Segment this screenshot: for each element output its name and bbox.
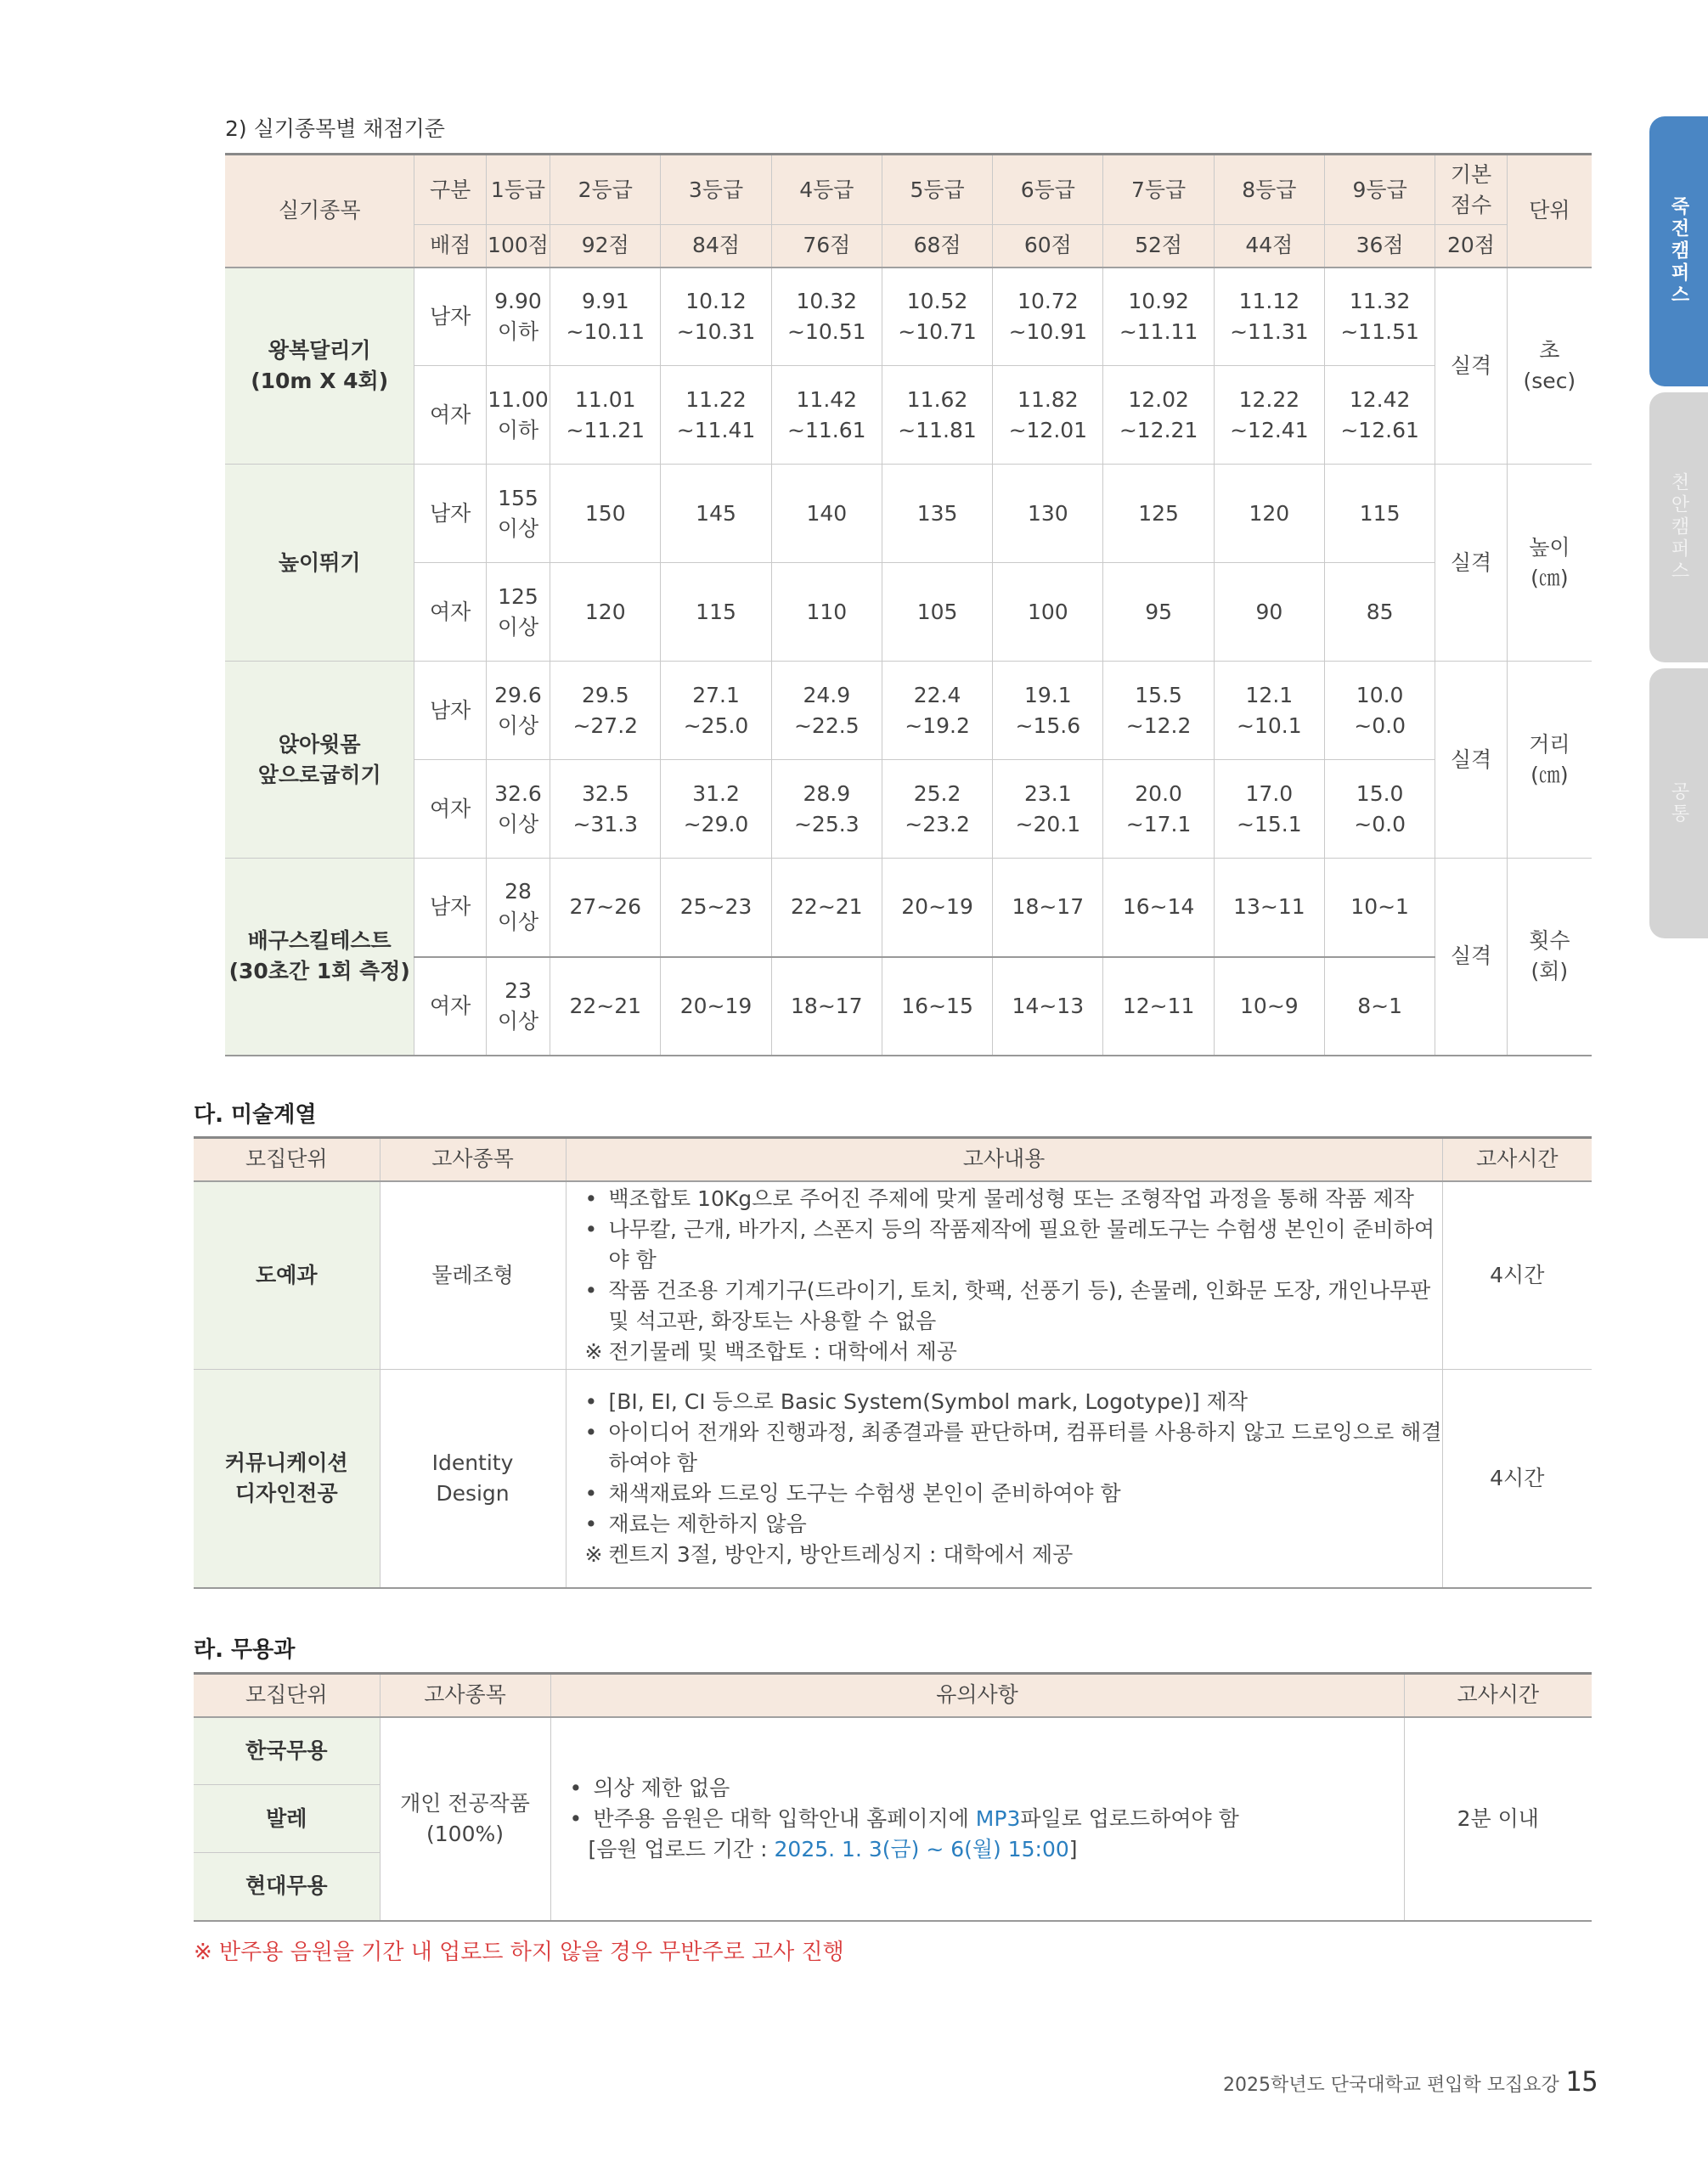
note-text: 파일로 업로드하여야 함 bbox=[1020, 1805, 1239, 1831]
dance-header-subject: 고사종목 bbox=[380, 1674, 550, 1717]
header-score-label: 배점 bbox=[414, 225, 486, 268]
header-grade: 7등급 bbox=[1103, 155, 1214, 225]
event-name: 왕복달리기 (10m X 4회) bbox=[225, 268, 414, 465]
gender-cell: 남자 bbox=[414, 662, 486, 760]
grade-value: 130 bbox=[993, 465, 1103, 563]
grade-value: 29.5 ~27.2 bbox=[550, 662, 661, 760]
header-event: 실기종목 bbox=[225, 155, 414, 268]
grade-value: 15.0 ~0.0 bbox=[1325, 760, 1435, 859]
header-base-points: 20점 bbox=[1435, 225, 1507, 268]
fail-cell: 실격 bbox=[1435, 268, 1507, 465]
grade-value: 105 bbox=[882, 563, 992, 662]
art-header-time: 고사시간 bbox=[1442, 1138, 1592, 1181]
practical-scoring-table bbox=[225, 153, 1592, 1056]
grade-value: 155 이상 bbox=[486, 465, 550, 563]
grade-value: 20~19 bbox=[661, 957, 771, 1056]
page-number: 15 bbox=[1565, 2065, 1598, 2098]
art-content-item: • 백조합토 10Kg으로 주어진 주제에 맞게 물레성형 또는 조형작업 과정을 통해 작품 제작 bbox=[585, 1184, 1442, 1214]
dance-unit-korean: 한국무용 bbox=[194, 1717, 380, 1785]
grade-value: 28.9 ~25.3 bbox=[771, 760, 882, 859]
header-grade: 5등급 bbox=[882, 155, 992, 225]
note-text: ] bbox=[1068, 1836, 1078, 1861]
dance-unit-modern: 현대무용 bbox=[194, 1853, 380, 1921]
grade-value: 11.62 ~11.81 bbox=[882, 366, 992, 465]
grade-value: 28 이상 bbox=[486, 859, 550, 957]
header-grade: 6등급 bbox=[993, 155, 1103, 225]
practical-subtitle: 2) 실기종목별 채점기준 bbox=[225, 116, 445, 141]
grade-value: 27~26 bbox=[550, 859, 661, 957]
grade-value: 10~9 bbox=[1214, 957, 1324, 1056]
grade-value: 9.91 ~10.11 bbox=[550, 268, 661, 366]
grade-value: 11.42 ~11.61 bbox=[771, 366, 882, 465]
grade-value: 32.5 ~31.3 bbox=[550, 760, 661, 859]
header-score: 76점 bbox=[771, 225, 882, 268]
grade-value: 29.6 이상 bbox=[486, 662, 550, 760]
tab-jukjeon-campus[interactable] bbox=[1649, 116, 1708, 386]
tab-label: 죽전캠퍼스 bbox=[1668, 196, 1689, 307]
grade-value: 12.42 ~12.61 bbox=[1325, 366, 1435, 465]
art-content-item: • 재료는 제한하지 않음 bbox=[585, 1509, 1442, 1540]
note-highlight: MP3 bbox=[975, 1805, 1021, 1831]
header-grade: 3등급 bbox=[661, 155, 771, 225]
grade-value: 18~17 bbox=[993, 859, 1103, 957]
note-mark: ※ bbox=[584, 1338, 603, 1364]
grade-value: 11.12 ~11.31 bbox=[1214, 268, 1324, 366]
art-time: 4시간 bbox=[1442, 1181, 1592, 1370]
grade-value: 8~1 bbox=[1325, 957, 1435, 1056]
art-unit-communication-design: 커뮤니케이션 디자인전공 bbox=[194, 1370, 380, 1588]
dance-warning: ※ 반주용 음원을 기간 내 업로드 하지 않을 경우 무반주로 고사 진행 bbox=[194, 1940, 844, 1965]
unit-cell: 거리 (㎝) bbox=[1507, 662, 1592, 859]
header-grade: 8등급 bbox=[1214, 155, 1324, 225]
gender-cell: 여자 bbox=[414, 957, 486, 1056]
grade-value: 120 bbox=[550, 563, 661, 662]
art-time: 4시간 bbox=[1442, 1370, 1592, 1588]
header-grade: 2등급 bbox=[550, 155, 661, 225]
grade-value: 23.1 ~20.1 bbox=[993, 760, 1103, 859]
grade-value: 16~15 bbox=[882, 957, 992, 1056]
grade-value: 115 bbox=[1325, 465, 1435, 563]
grade-value: 12~11 bbox=[1103, 957, 1214, 1056]
grade-value: 150 bbox=[550, 465, 661, 563]
grade-value: 15.5 ~12.2 bbox=[1103, 662, 1214, 760]
header-score: 84점 bbox=[661, 225, 771, 268]
header-score: 44점 bbox=[1214, 225, 1324, 268]
note-text: 켄트지 3절, 방안지, 방안트레싱지 : 대학에서 제공 bbox=[608, 1541, 1074, 1567]
unit-cell: 횟수 (회) bbox=[1507, 859, 1592, 1056]
grade-value: 27.1 ~25.0 bbox=[661, 662, 771, 760]
grade-value: 10.0 ~0.0 bbox=[1325, 662, 1435, 760]
fail-cell: 실격 bbox=[1435, 859, 1507, 1056]
dance-note-item: • 의상 제한 없음 bbox=[570, 1773, 1404, 1804]
grade-value: 11.32 ~11.51 bbox=[1325, 268, 1435, 366]
grade-value: 100 bbox=[993, 563, 1103, 662]
note-text: 반주용 음원은 대학 입학안내 홈페이지에 bbox=[593, 1805, 976, 1831]
dance-header-time: 고사시간 bbox=[1404, 1674, 1592, 1717]
note-text: [음원 업로드 기간 : bbox=[588, 1836, 775, 1861]
header-grade: 9등급 bbox=[1325, 155, 1435, 225]
tab-label: 천안캠퍼스 bbox=[1668, 472, 1689, 583]
grade-value: 11.82 ~12.01 bbox=[993, 366, 1103, 465]
dance-table bbox=[194, 1672, 1592, 1922]
grade-value: 18~17 bbox=[771, 957, 882, 1056]
grade-value: 12.02 ~12.21 bbox=[1103, 366, 1214, 465]
note-text: 전기물레 및 백조합토 : 대학에서 제공 bbox=[608, 1338, 957, 1364]
gender-cell: 남자 bbox=[414, 465, 486, 563]
grade-value: 10~1 bbox=[1325, 859, 1435, 957]
art-content bbox=[566, 1181, 1442, 1370]
unit-cell: 높이 (㎝) bbox=[1507, 465, 1592, 662]
header-score: 92점 bbox=[550, 225, 661, 268]
grade-value: 125 이상 bbox=[486, 563, 550, 662]
grade-value: 85 bbox=[1325, 563, 1435, 662]
grade-value: 90 bbox=[1214, 563, 1324, 662]
footer-text: 2025학년도 단국대학교 편입학 모집요강 bbox=[1223, 2075, 1559, 2096]
grade-value: 9.90 이하 bbox=[486, 268, 550, 366]
grade-value: 95 bbox=[1103, 563, 1214, 662]
art-content-item: • 아이디어 전개와 진행과정, 최종결과를 판단하며, 컴퓨터를 사용하지 않고 드로잉으로 해결하여야 함 bbox=[585, 1417, 1442, 1478]
header-grade: 1등급 bbox=[486, 155, 550, 225]
header-score: 68점 bbox=[882, 225, 992, 268]
header-score: 60점 bbox=[993, 225, 1103, 268]
grade-value: 135 bbox=[882, 465, 992, 563]
dance-subject: 개인 전공작품 (100%) bbox=[380, 1717, 550, 1921]
dance-header-unit: 모집단위 bbox=[194, 1674, 380, 1717]
fail-cell: 실격 bbox=[1435, 465, 1507, 662]
gender-cell: 남자 bbox=[414, 268, 486, 366]
tab-cheonan-campus[interactable] bbox=[1649, 392, 1708, 662]
grade-value: 20.0 ~17.1 bbox=[1103, 760, 1214, 859]
art-content bbox=[566, 1370, 1442, 1588]
gender-cell: 여자 bbox=[414, 760, 486, 859]
dance-note-period bbox=[570, 1834, 1404, 1865]
dance-notes bbox=[550, 1717, 1404, 1921]
art-header-unit: 모집단위 bbox=[194, 1138, 380, 1181]
art-content-item: • 작품 건조용 기계기구(드라이기, 토치, 핫팩, 선풍기 등), 손물레, 인화문 도장, 개인나무판 및 석고판, 화장토는 사용할 수 없음 bbox=[585, 1276, 1442, 1337]
gender-cell: 여자 bbox=[414, 366, 486, 465]
art-unit-ceramics: 도예과 bbox=[194, 1181, 380, 1370]
grade-value: 11.00 이하 bbox=[486, 366, 550, 465]
art-subject: Identity Design bbox=[380, 1370, 566, 1588]
art-content-item: • [BI, EI, CI 등으로 Basic System(Symbol mark, Logotype)] 제작 bbox=[585, 1387, 1442, 1417]
grade-value: 22~21 bbox=[771, 859, 882, 957]
grade-value: 20~19 bbox=[882, 859, 992, 957]
grade-value: 11.22 ~11.41 bbox=[661, 366, 771, 465]
header-score: 100점 bbox=[486, 225, 550, 268]
art-table bbox=[194, 1136, 1592, 1589]
grade-value: 19.1 ~15.6 bbox=[993, 662, 1103, 760]
grade-value: 22.4 ~19.2 bbox=[882, 662, 992, 760]
grade-value: 23 이상 bbox=[486, 957, 550, 1056]
event-name: 앉아윗몸 앞으로굽히기 bbox=[225, 662, 414, 859]
upload-period: 2025. 1. 3(금) ~ 6(월) 15:00 bbox=[774, 1836, 1069, 1861]
event-name: 높이뛰기 bbox=[225, 465, 414, 662]
grade-value: 14~13 bbox=[993, 957, 1103, 1056]
art-header-content: 고사내용 bbox=[566, 1138, 1442, 1181]
art-header-subject: 고사종목 bbox=[380, 1138, 566, 1181]
grade-value: 22~21 bbox=[550, 957, 661, 1056]
header-score: 52점 bbox=[1103, 225, 1214, 268]
tab-label: 공통 bbox=[1668, 781, 1689, 825]
grade-value: 24.9 ~22.5 bbox=[771, 662, 882, 760]
header-base-score: 기본 점수 bbox=[1435, 155, 1507, 225]
grade-value: 12.1 ~10.1 bbox=[1214, 662, 1324, 760]
grade-value: 16~14 bbox=[1103, 859, 1214, 957]
fail-cell: 실격 bbox=[1435, 662, 1507, 859]
dance-note-item bbox=[570, 1804, 1404, 1834]
grade-value: 120 bbox=[1214, 465, 1324, 563]
art-content-note bbox=[585, 1337, 1442, 1367]
grade-value: 10.12 ~10.31 bbox=[661, 268, 771, 366]
note-mark: ※ bbox=[584, 1541, 603, 1567]
art-content-item: • 나무칼, 근개, 바가지, 스폰지 등의 작품제작에 필요한 물레도구는 수험생 본인이 준비하여야 함 bbox=[585, 1214, 1442, 1276]
grade-value: 145 bbox=[661, 465, 771, 563]
art-content-item: • 채색재료와 드로잉 도구는 수험생 본인이 준비하여야 함 bbox=[585, 1478, 1442, 1509]
dance-section-title: 라. 무용과 bbox=[194, 1637, 296, 1663]
art-content-note bbox=[585, 1540, 1442, 1570]
grade-value: 10.52 ~10.71 bbox=[882, 268, 992, 366]
grade-value: 10.32 ~10.51 bbox=[771, 268, 882, 366]
grade-value: 25~23 bbox=[661, 859, 771, 957]
grade-value: 10.72 ~10.91 bbox=[993, 268, 1103, 366]
grade-value: 13~11 bbox=[1214, 859, 1324, 957]
grade-value: 12.22 ~12.41 bbox=[1214, 366, 1324, 465]
dance-header-notes: 유의사항 bbox=[550, 1674, 1404, 1717]
dance-time: 2분 이내 bbox=[1404, 1717, 1592, 1921]
header-unit: 단위 bbox=[1507, 155, 1592, 268]
header-score: 36점 bbox=[1325, 225, 1435, 268]
grade-value: 125 bbox=[1103, 465, 1214, 563]
grade-value: 17.0 ~15.1 bbox=[1214, 760, 1324, 859]
grade-value: 140 bbox=[771, 465, 882, 563]
unit-cell: 초 (sec) bbox=[1507, 268, 1592, 465]
dance-unit-ballet: 발레 bbox=[194, 1785, 380, 1853]
gender-cell: 여자 bbox=[414, 563, 486, 662]
grade-value: 25.2 ~23.2 bbox=[882, 760, 992, 859]
tab-common[interactable] bbox=[1649, 668, 1708, 938]
grade-value: 10.92 ~11.11 bbox=[1103, 268, 1214, 366]
grade-value: 110 bbox=[771, 563, 882, 662]
header-grade: 4등급 bbox=[771, 155, 882, 225]
grade-value: 11.01 ~11.21 bbox=[550, 366, 661, 465]
event-name: 배구스킬테스트 (30초간 1회 측정) bbox=[225, 859, 414, 1056]
gender-cell: 남자 bbox=[414, 859, 486, 957]
grade-value: 31.2 ~29.0 bbox=[661, 760, 771, 859]
art-section-title: 다. 미술계열 bbox=[194, 1102, 317, 1128]
art-subject: 물레조형 bbox=[380, 1181, 566, 1370]
header-division: 구분 bbox=[414, 155, 486, 225]
grade-value: 115 bbox=[661, 563, 771, 662]
grade-value: 32.6 이상 bbox=[486, 760, 550, 859]
